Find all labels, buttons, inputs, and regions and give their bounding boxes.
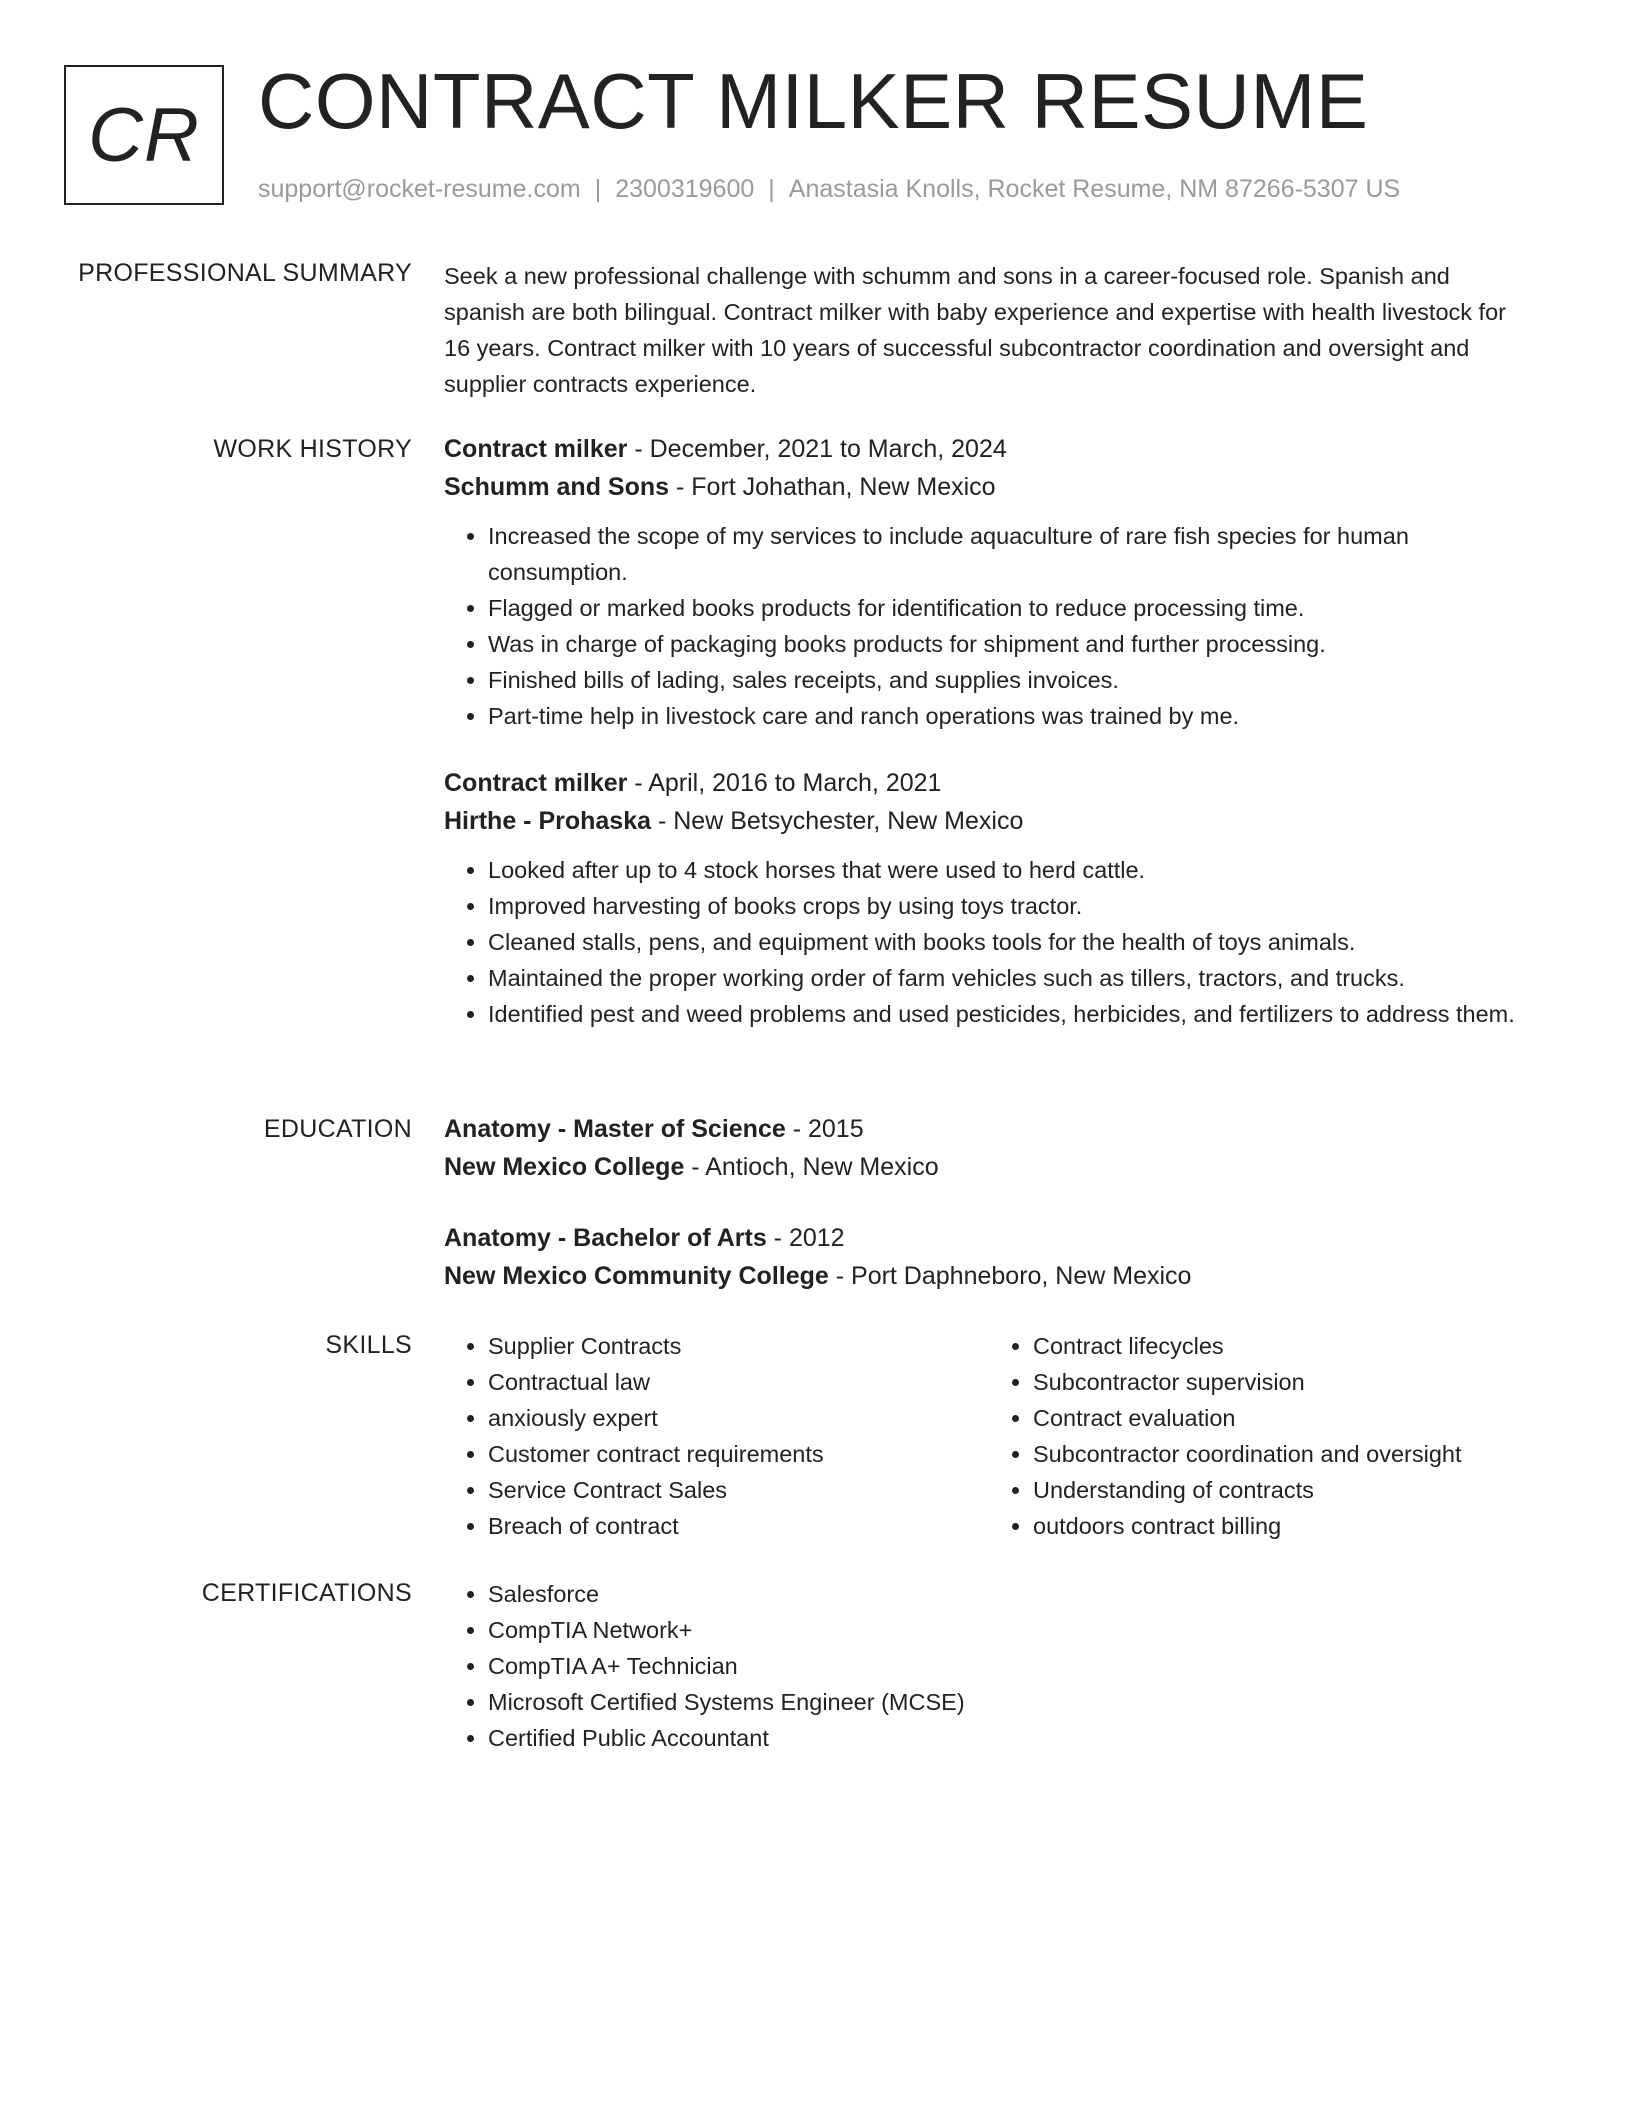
skills-body: [444, 1328, 1534, 1544]
summary-body: [444, 258, 1534, 402]
certification-item: • Certified Public Accountant: [488, 1720, 1534, 1756]
job-title: Contract milker: [444, 769, 628, 797]
contact-separator: |: [594, 175, 602, 203]
resume-title: CONTRACT MILKER RESUME: [258, 57, 1369, 145]
job-bullets: [444, 852, 1534, 1032]
job-bullet: • Finished bills of lading, sales receipts, and supplies invoices.: [488, 662, 1534, 698]
job-title-line: [444, 430, 1534, 468]
job-title: Contract milker: [444, 435, 628, 463]
education-school: New Mexico College: [444, 1153, 685, 1181]
education-location: - Port Daphneboro, New Mexico: [828, 1262, 1192, 1290]
job-bullet: • Flagged or marked books products for identification to reduce processing time.: [488, 590, 1534, 626]
certifications-body: [444, 1576, 1534, 1756]
job-dates: - December, 2021 to March, 2024: [627, 435, 1007, 463]
monogram-text: CR: [88, 92, 200, 178]
certification-item: • Salesforce: [488, 1576, 1534, 1612]
education-degree: Anatomy - Bachelor of Arts: [444, 1224, 767, 1252]
skill-item: • Service Contract Sales: [488, 1472, 989, 1508]
job-entry: [444, 430, 1534, 734]
job-location: - New Betsychester, New Mexico: [651, 807, 1024, 835]
education-school-line: [444, 1148, 1534, 1186]
contact-address: Anastasia Knolls, Rocket Resume, NM 87266-5307 US: [788, 175, 1401, 203]
contact-line: [258, 172, 1400, 206]
section-label-certifications: CERTIFICATIONS: [201, 1579, 412, 1607]
job-bullet: • Improved harvesting of books crops by using toys tractor.: [488, 888, 1534, 924]
job-company-line: [444, 802, 1534, 840]
education-degree: Anatomy - Master of Science: [444, 1115, 786, 1143]
skills-columns: [444, 1328, 1534, 1544]
education-degree-line: [444, 1219, 1534, 1257]
job-dates: - April, 2016 to March, 2021: [627, 769, 942, 797]
contact-phone[interactable]: 2300319600: [615, 175, 755, 203]
section-label-work: WORK HISTORY: [213, 435, 412, 463]
contact-separator: |: [768, 175, 775, 203]
job-bullet: • Part-time help in livestock care and ranch operations was trained by me.: [488, 698, 1534, 734]
education-school-line: [444, 1257, 1534, 1295]
job-company-line: [444, 468, 1534, 506]
education-body: [444, 1110, 1534, 1295]
section-label-education: EDUCATION: [263, 1115, 412, 1143]
job-bullet: • Maintained the proper working order of farm vehicles such as tillers, tractors, and trucks.: [488, 960, 1534, 996]
education-year: - 2012: [766, 1224, 845, 1252]
job-title-line: [444, 764, 1534, 802]
skill-item: • Customer contract requirements: [488, 1436, 989, 1472]
education-entry: [444, 1110, 1534, 1186]
monogram-logo: [64, 65, 224, 205]
education-degree-line: [444, 1110, 1534, 1148]
job-company: Schumm and Sons: [444, 473, 670, 501]
job-bullet: • Cleaned stalls, pens, and equipment with books tools for the health of toys animals.: [488, 924, 1534, 960]
work-body: [444, 430, 1534, 1032]
skill-item: • Contract evaluation: [1033, 1400, 1534, 1436]
education-year: - 2015: [785, 1115, 864, 1143]
skill-item: • Subcontractor supervision: [1033, 1364, 1534, 1400]
skill-item: • outdoors contract billing: [1033, 1508, 1534, 1544]
certifications-list: [444, 1576, 1534, 1756]
job-company: Hirthe - Prohaska: [444, 807, 652, 835]
skill-item: • Supplier Contracts: [488, 1328, 989, 1364]
education-school: New Mexico Community College: [444, 1262, 829, 1290]
summary-text: Seek a new professional challenge with schumm and sons in a career-focused role. Spanish and spanish are both bilingual. Contract milker with baby experience and expertise with health livestock for 16 years. Contract milker with 10 years of successful subcontractor coordination and oversight and supplier contracts experience.: [444, 263, 1506, 397]
skill-item: • Contract lifecycles: [1033, 1328, 1534, 1364]
job-location: - Fort Johathan, New Mexico: [669, 473, 996, 501]
job-entry: [444, 764, 1534, 1032]
certification-item: • CompTIA Network+: [488, 1612, 1534, 1648]
skill-item: • anxiously expert: [488, 1400, 989, 1436]
job-bullet: • Identified pest and weed problems and used pesticides, herbicides, and fertilizers to address them.: [488, 996, 1534, 1032]
skills-list-right: [989, 1328, 1534, 1544]
skill-item: • Understanding of contracts: [1033, 1472, 1534, 1508]
job-bullet: • Increased the scope of my services to include aquaculture of rare fish species for human consumption.: [488, 518, 1534, 590]
education-location: - Antioch, New Mexico: [684, 1153, 939, 1181]
contact-email[interactable]: support@rocket-resume.com: [258, 175, 581, 203]
skill-item: • Contractual law: [488, 1364, 989, 1400]
certification-item: • Microsoft Certified Systems Engineer (MCSE): [488, 1684, 1534, 1720]
education-entry: [444, 1219, 1534, 1295]
job-bullet: • Was in charge of packaging books products for shipment and further processing.: [488, 626, 1534, 662]
skills-list-left: [444, 1328, 989, 1544]
section-label-summary: PROFESSIONAL SUMMARY: [78, 259, 412, 287]
skill-item: • Breach of contract: [488, 1508, 989, 1544]
section-label-skills: SKILLS: [325, 1331, 412, 1359]
job-bullets: [444, 518, 1534, 734]
skill-item: • Subcontractor coordination and oversight: [1033, 1436, 1534, 1472]
certification-item: • CompTIA A+ Technician: [488, 1648, 1534, 1684]
job-bullet: • Looked after up to 4 stock horses that were used to herd cattle.: [488, 852, 1534, 888]
